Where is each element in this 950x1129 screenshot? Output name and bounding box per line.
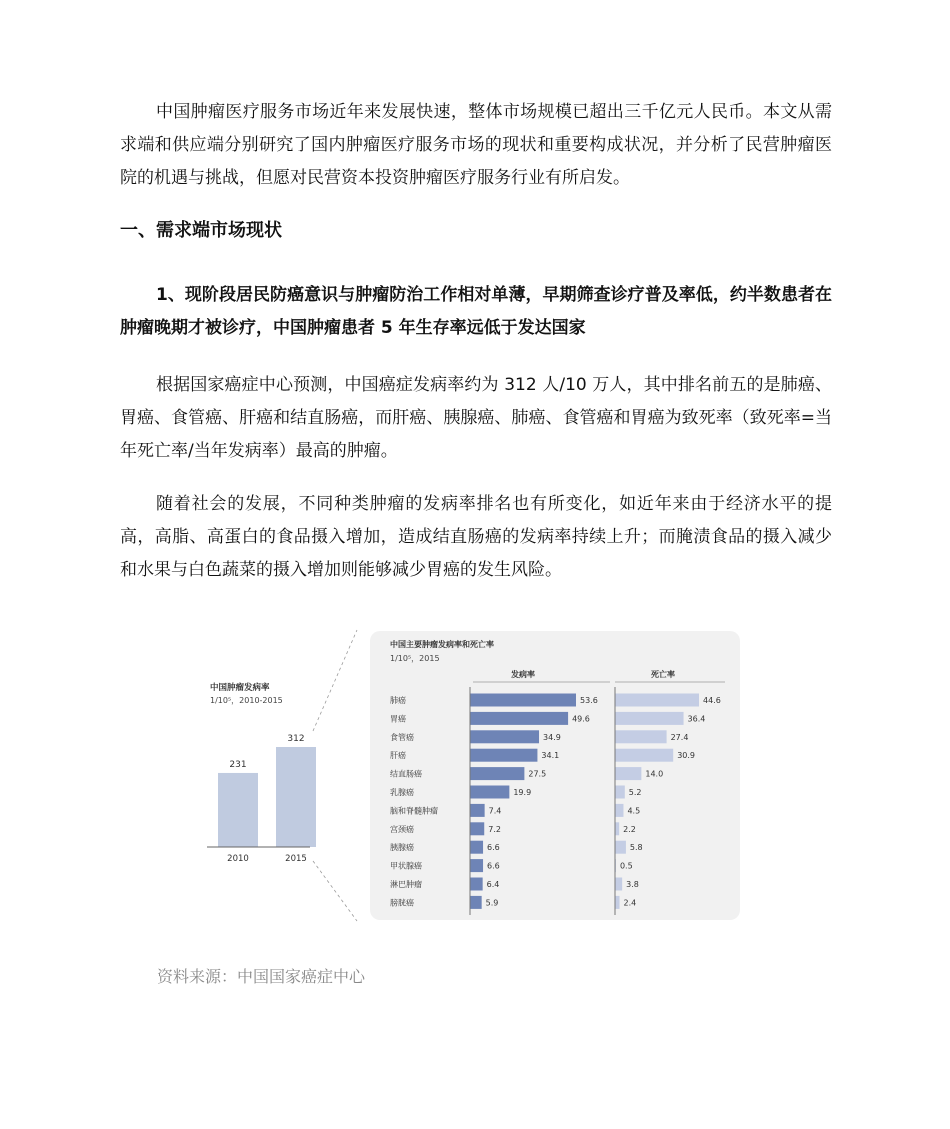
incidence-value: 5.9 [485, 898, 499, 908]
incidence-bar [470, 786, 509, 799]
body-paragraph-2: 随着社会的发展，不同种类肿瘤的发病率排名也有所变化，如近年来由于经济水平的提高，高脂、高蛋白的食品摄入增加，造成结直肠癌的发病率持续上升；而腌渍食品的摄入减少和水果与白色蔬菜的摄入增加则能够减少胃癌的发生风险。 [120, 494, 832, 580]
incidence-bar [470, 804, 485, 817]
incidence-value: 7.2 [488, 824, 501, 834]
mortality-bar [615, 749, 673, 762]
mortality-bar [615, 767, 641, 780]
incidence-bar [470, 767, 524, 780]
right-chart-title: 中国主要肿瘤发病率和死亡率 [390, 640, 494, 649]
tumor-label: 结直肠癌 [390, 769, 422, 779]
mortality-bar [615, 786, 625, 799]
left-chart-title: 中国肿瘤发病率 [210, 683, 270, 693]
left-bar-value: 312 [287, 734, 305, 744]
mortality-value: 0.5 [619, 861, 633, 871]
incidence-bar [470, 859, 483, 872]
mortality-bar [615, 730, 667, 743]
connector-line-top [313, 630, 357, 731]
mortality-value: 3.8 [626, 880, 639, 889]
left-bar-category: 2010 [227, 854, 249, 864]
section-heading: 一、需求端市场现状 [120, 220, 282, 241]
tumor-label: 脑和脊髓肿瘤 [390, 806, 438, 816]
intro-paragraph: 中国肿瘤医疗服务市场近年来发展快速，整体市场规模已超出三千亿元人民币。本文从需求端和供应端分别研究了国内肿瘤医疗服务市场的现状和重要构成状况，并分析了民营肿瘤医院的机遇与挑战，但愿对民营资本投资肿瘤医疗服务行业有所启发。 [120, 102, 832, 188]
incidence-value: 19.9 [513, 788, 532, 797]
mortality-value: 2.4 [623, 898, 637, 908]
mortality-bar [615, 712, 684, 725]
mortality-value: 30.9 [677, 751, 696, 761]
mortality-bar [615, 896, 620, 909]
mortality-bar [615, 841, 626, 854]
tumor-label: 乳腺癌 [390, 788, 414, 797]
incidence-value: 6.6 [487, 861, 500, 871]
mortality-value: 36.4 [687, 714, 706, 724]
incidence-value: 6.6 [487, 843, 500, 853]
incidence-trend-chart [207, 682, 316, 864]
tumor-label: 膀胱癌 [390, 898, 414, 908]
subsection-title: 1、现阶段居民防癌意识与肿瘤防治工作相对单薄，早期筛查诊疗普及率低，约半数患者在肿瘤晚期才被诊疗，中国肿瘤患者 5 年生存率远低于发达国家 [120, 285, 832, 338]
incidence-value: 6.4 [486, 880, 500, 889]
incidence-header: 发病率 [511, 670, 535, 679]
tumor-label: 淋巴肿瘤 [390, 880, 422, 889]
tumor-label: 胃癌 [390, 714, 406, 724]
left-bar-2015 [276, 747, 316, 847]
tumor-label: 肝癌 [390, 751, 406, 761]
mortality-bar [615, 804, 623, 817]
mortality-bar [615, 878, 622, 891]
incidence-bar [470, 896, 482, 909]
mortality-bar [615, 694, 699, 707]
incidence-bar [470, 694, 576, 707]
incidence-bar [470, 712, 568, 725]
mortality-value: 5.8 [629, 843, 643, 853]
incidence-value: 53.6 [580, 696, 598, 705]
incidence-bar [470, 822, 484, 835]
incidence-bar [470, 730, 539, 743]
right-chart-subtitle: 1/10⁵，2015 [390, 654, 440, 663]
mortality-value: 5.2 [628, 788, 642, 797]
mortality-value: 14.0 [645, 769, 664, 779]
right-chart-panel [370, 631, 740, 920]
left-bar-category: 2015 [285, 854, 307, 864]
chart-figure [185, 625, 745, 925]
tumor-label: 胰腺癌 [390, 843, 414, 853]
left-bar-2010 [218, 773, 258, 847]
mortality-header: 死亡率 [651, 670, 675, 679]
incidence-value: 27.5 [528, 769, 547, 779]
mortality-value: 27.4 [670, 732, 689, 742]
left-bar-value: 231 [229, 759, 247, 770]
tumor-label: 甲状腺癌 [390, 861, 422, 871]
incidence-value: 34.1 [541, 751, 560, 761]
mortality-bar [615, 822, 619, 835]
mortality-value: 44.6 [703, 696, 721, 705]
incidence-bar [470, 841, 483, 854]
source-note: 资料来源：中国国家癌症中心 [157, 967, 366, 986]
connector-line-bottom [313, 861, 357, 921]
left-chart-subtitle: 1/10⁵，2010-2015 [210, 696, 283, 705]
body-paragraph-1: 根据国家癌症中心预测，中国癌症发病率约为 312 人/10 万人，其中排名前五的是肺癌、胃癌、食管癌、肝癌和结直肠癌，而肝癌、胰腺癌、肺癌、食管癌和胃癌为致死率（致死率=当年死亡率/当年发病率）最高的肿瘤。 [120, 375, 832, 461]
incidence-value: 49.6 [572, 714, 590, 724]
incidence-bar [470, 749, 537, 762]
tumor-label: 食管癌 [390, 732, 414, 742]
tumor-label: 肺癌 [390, 696, 406, 705]
tumor-label: 宫颈癌 [390, 824, 414, 834]
mortality-value: 4.5 [627, 806, 641, 816]
mortality-value: 2.2 [623, 824, 636, 834]
incidence-value: 34.9 [543, 732, 561, 742]
incidence-bar [470, 878, 483, 891]
incidence-value: 7.4 [488, 806, 502, 816]
